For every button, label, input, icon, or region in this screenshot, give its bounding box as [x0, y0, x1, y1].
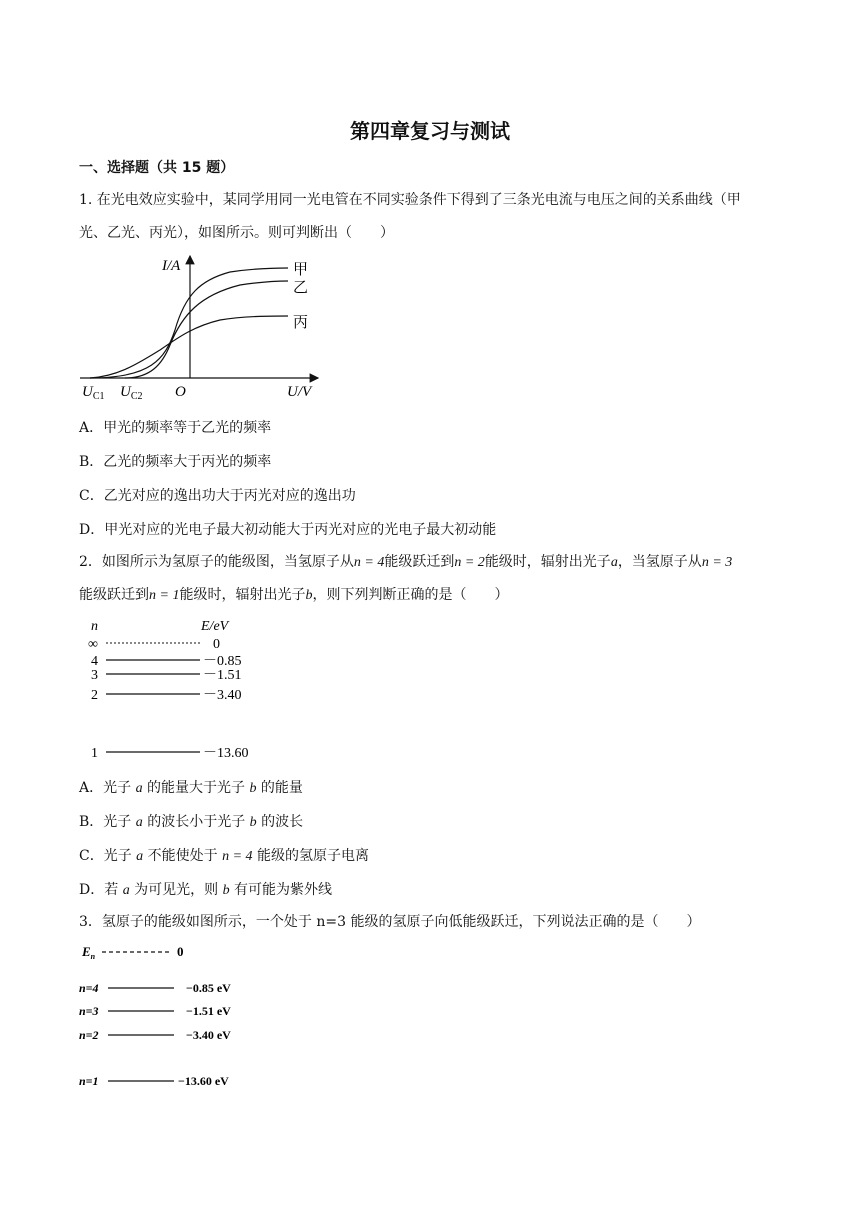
page-title: 第四章复习与测试	[350, 119, 510, 143]
q2-level-4-e: －0.85	[203, 654, 242, 669]
q1-uc1-label: $U_{C1}$	[82, 384, 105, 402]
q3-zero-label: 0	[177, 944, 184, 959]
q2-level-2-e: －3.40	[203, 688, 242, 703]
q1-uc2-label: $U_{C2}$	[120, 384, 143, 402]
q1-option-b: B．乙光的频率大于丙光的频率	[79, 454, 272, 470]
q2-level-1-n: 1	[91, 746, 98, 761]
q2-level-1-e: －13.60	[203, 746, 249, 761]
q3-level-4-n: n=4	[79, 981, 99, 995]
q3-level-3-e: −1.51 eV	[186, 1004, 231, 1018]
q1-stem-line1: 1. 在光电效应实验中，某同学用同一光电管在不同实验条件下得到了三条光电流与电压之间的关系曲线（甲	[79, 192, 741, 208]
q3-level-2-n: n=2	[79, 1028, 99, 1042]
q1-stem-line2: 光、乙光、丙光），如图所示。则可判断出（ ）	[79, 225, 394, 241]
q1-option-c: C．乙光对应的逸出功大于丙光对应的逸出功	[79, 488, 356, 504]
q2-n-header: n	[91, 619, 98, 634]
q1-x-axis-label: U/V	[287, 384, 312, 400]
q2-option-c: C．光子 a 不能使处于 n = 4 能级的氢原子电离	[79, 848, 369, 864]
q3-level-4-e: −0.85 eV	[186, 981, 231, 995]
q1-origin-label: O	[175, 384, 186, 400]
q1-curve-label-jia: 甲	[293, 260, 309, 278]
q2-level-2-n: 2	[91, 688, 98, 703]
q2-level-3-n: 3	[91, 668, 98, 683]
q2-option-b: B．光子 a 的波长小于光子 b 的波长	[79, 814, 304, 830]
q3-level-1-e: −13.60 eV	[178, 1074, 229, 1088]
q1-curve-label-yi: 乙	[293, 278, 309, 296]
q3-stem-line1: 3．氢原子的能级如图所示，一个处于 n=3 能级的氢原子向低能级跃迁，下列说法正确的是（ ）	[79, 914, 701, 930]
q1-option-a: A．甲光的频率等于乙光的频率	[79, 420, 272, 436]
q3-en-label: $E_n$	[82, 944, 96, 961]
q1-y-axis-label: I/A	[162, 258, 181, 274]
q2-level-4-n: 4	[91, 654, 98, 669]
q1-curve-label-bing: 丙	[293, 313, 309, 331]
q2-option-d: D．若 a 为可见光，则 b 有可能为紫外线	[79, 882, 333, 898]
q3-level-2-e: −3.40 eV	[186, 1028, 231, 1042]
q2-e-header: E/eV	[201, 619, 229, 634]
q2-level-3-e: －1.51	[203, 668, 242, 683]
q2-infinity-label: ∞	[88, 637, 98, 652]
q2-stem-line1: 2．如图所示为氢原子的能级图，当氢原子从n = 4能级跃迁到n = 2能级时，辐射出光子a，当氢原子从n = 3	[79, 554, 733, 570]
q2-stem-line2: 能级跃迁到n = 1能级时，辐射出光子b，则下列判断正确的是（ ）	[79, 587, 509, 603]
section-heading: 一、选择题（共 15 题）	[79, 160, 235, 176]
q1-option-d: D．甲光对应的光电子最大初动能大于丙光对应的光电子最大初动能	[79, 522, 497, 538]
q2-zero-label: 0	[213, 637, 220, 652]
q3-level-3-n: n=3	[79, 1004, 99, 1018]
q2-option-a: A．光子 a 的能量大于光子 b 的能量	[79, 780, 303, 796]
q3-level-1-n: n=1	[79, 1074, 99, 1088]
